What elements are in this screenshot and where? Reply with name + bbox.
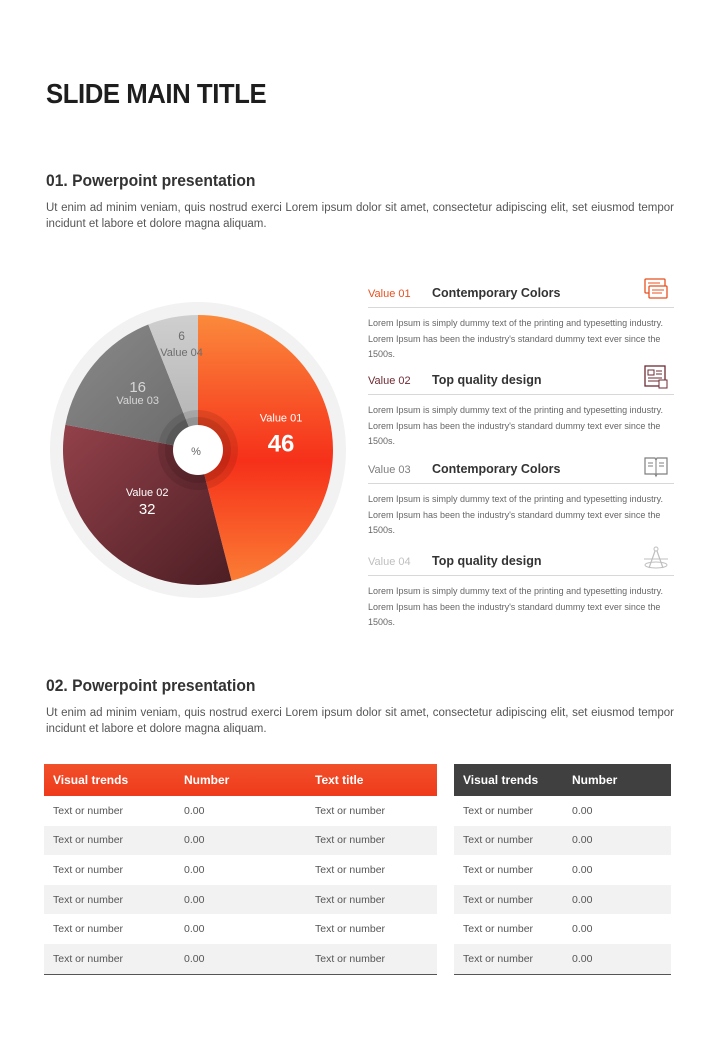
- colors-icon: [642, 276, 670, 304]
- table-cell: Text or number: [463, 804, 534, 817]
- table-cell: Text or number: [53, 863, 124, 876]
- pie-slice-label: Value 01: [259, 412, 303, 425]
- table1-header: Text title: [315, 773, 364, 787]
- table-cell: 0.00: [563, 944, 671, 974]
- table2-header: Number: [572, 773, 618, 787]
- table1-row: [44, 885, 437, 915]
- legend-description: Lorem Ipsum is simply dummy text of the printing and typesetting industry. Lorem Ipsum has been the industry's standard dummy text ever since the 1500s.: [368, 494, 663, 535]
- table1-row: [44, 944, 437, 974]
- table-cell: Text or number: [315, 804, 386, 817]
- table-cell: 0.00: [563, 885, 671, 915]
- legend-divider: [368, 575, 674, 576]
- table-cell: Text or number: [53, 804, 124, 817]
- table2-row: [454, 826, 671, 856]
- legend-title: Contemporary Colors: [432, 286, 561, 300]
- pie-slice-label: Value 04: [160, 346, 203, 359]
- table-cell: Text or number: [315, 863, 386, 876]
- table-cell: 0.00: [184, 923, 205, 936]
- table-cell: 0.00: [184, 804, 205, 817]
- table-cell: Text or number: [454, 826, 563, 856]
- table-cell: 0.00: [572, 923, 593, 936]
- table-cell: 0.00: [184, 863, 205, 876]
- table1-header: Number: [184, 773, 230, 787]
- table-cell: Text or number: [315, 923, 386, 936]
- pie-slice-value: 46: [267, 430, 295, 458]
- data-table-primary: [44, 764, 437, 975]
- pie-slice-label: Value 02: [125, 487, 169, 500]
- table-cell: 0.00: [563, 826, 671, 856]
- table-cell: 0.00: [175, 944, 306, 974]
- legend-description: Lorem Ipsum is simply dummy text of the printing and typesetting industry. Lorem Ipsum has been the industry's standard dummy text ever since the 1500s.: [368, 586, 663, 627]
- legend-title: Contemporary Colors: [432, 462, 561, 476]
- legend-value-label: Value 04: [368, 556, 411, 568]
- section2-body: Ut enim ad minim veniam, quis nostrud exerci Lorem ipsum dolor sit amet, consectetur adipiscing elit, set eiusmod tempor incidunt et labore et dolore magna aliquam.: [46, 707, 674, 735]
- legend-title: Top quality design: [432, 554, 542, 568]
- legend-value-label: Value 01: [368, 288, 411, 300]
- table2-row: [454, 855, 671, 885]
- table1-row: [44, 796, 437, 826]
- legend-value-label: Value 03: [368, 464, 411, 476]
- table-cell: 0.00: [175, 885, 306, 915]
- legend-value-label: Value 02: [368, 375, 411, 387]
- table2-header: Visual trends: [463, 773, 539, 787]
- pie-center-label: %: [191, 446, 201, 458]
- table-cell: Text or number: [306, 885, 437, 915]
- legend-divider: [368, 394, 674, 395]
- compass-icon: [642, 544, 670, 572]
- section1-body: Ut enim ad minim veniam, quis nostrud exerci Lorem ipsum dolor sit amet, consectetur adipiscing elit, set eiusmod tempor incidunt et labore et dolore magna aliquam.: [46, 202, 674, 230]
- table-cell: Text or number: [44, 826, 175, 856]
- table-cell: Text or number: [454, 885, 563, 915]
- table-cell: Text or number: [463, 863, 534, 876]
- pie-slice-label: Value 03: [116, 395, 159, 408]
- page-title: SLIDE MAIN TITLE: [46, 78, 267, 109]
- table-cell: Text or number: [306, 826, 437, 856]
- pie-chart: [48, 300, 348, 600]
- section1-title: 01. Powerpoint presentation: [46, 171, 256, 190]
- legend-description: Lorem Ipsum is simply dummy text of the printing and typesetting industry. Lorem Ipsum has been the industry's standard dummy text ever since the 1500s.: [368, 318, 663, 359]
- table2-row: [454, 885, 671, 915]
- section2-title: 02. Powerpoint presentation: [46, 676, 256, 695]
- pie-slice-value: 32: [138, 501, 156, 519]
- legend-divider: [368, 483, 674, 484]
- table-cell: Text or number: [454, 944, 563, 974]
- table1-row: [44, 914, 437, 944]
- table-cell: 0.00: [572, 804, 593, 817]
- legend-description: Lorem Ipsum is simply dummy text of the printing and typesetting industry. Lorem Ipsum has been the industry's standard dummy text ever since the 1500s.: [368, 405, 663, 446]
- legend-title: Top quality design: [432, 373, 542, 387]
- table-cell: 0.00: [572, 863, 593, 876]
- pie-slice-value: 16: [129, 379, 147, 397]
- table-cell: Text or number: [44, 885, 175, 915]
- layout-icon: [642, 363, 670, 391]
- legend-divider: [368, 307, 674, 308]
- table-cell: Text or number: [44, 944, 175, 974]
- table-cell: 0.00: [175, 826, 306, 856]
- table2-row: [454, 944, 671, 974]
- table2-row: [454, 796, 671, 826]
- book-icon: [642, 452, 670, 480]
- table2-row: [454, 914, 671, 944]
- table-cell: Text or number: [306, 944, 437, 974]
- data-table-secondary: [454, 764, 671, 975]
- table-cell: Text or number: [463, 923, 534, 936]
- table1-row: [44, 855, 437, 885]
- pie-slice-value: 6: [178, 328, 185, 343]
- table1-header: Visual trends: [53, 773, 129, 787]
- table1-row: [44, 826, 437, 856]
- table-cell: Text or number: [53, 923, 124, 936]
